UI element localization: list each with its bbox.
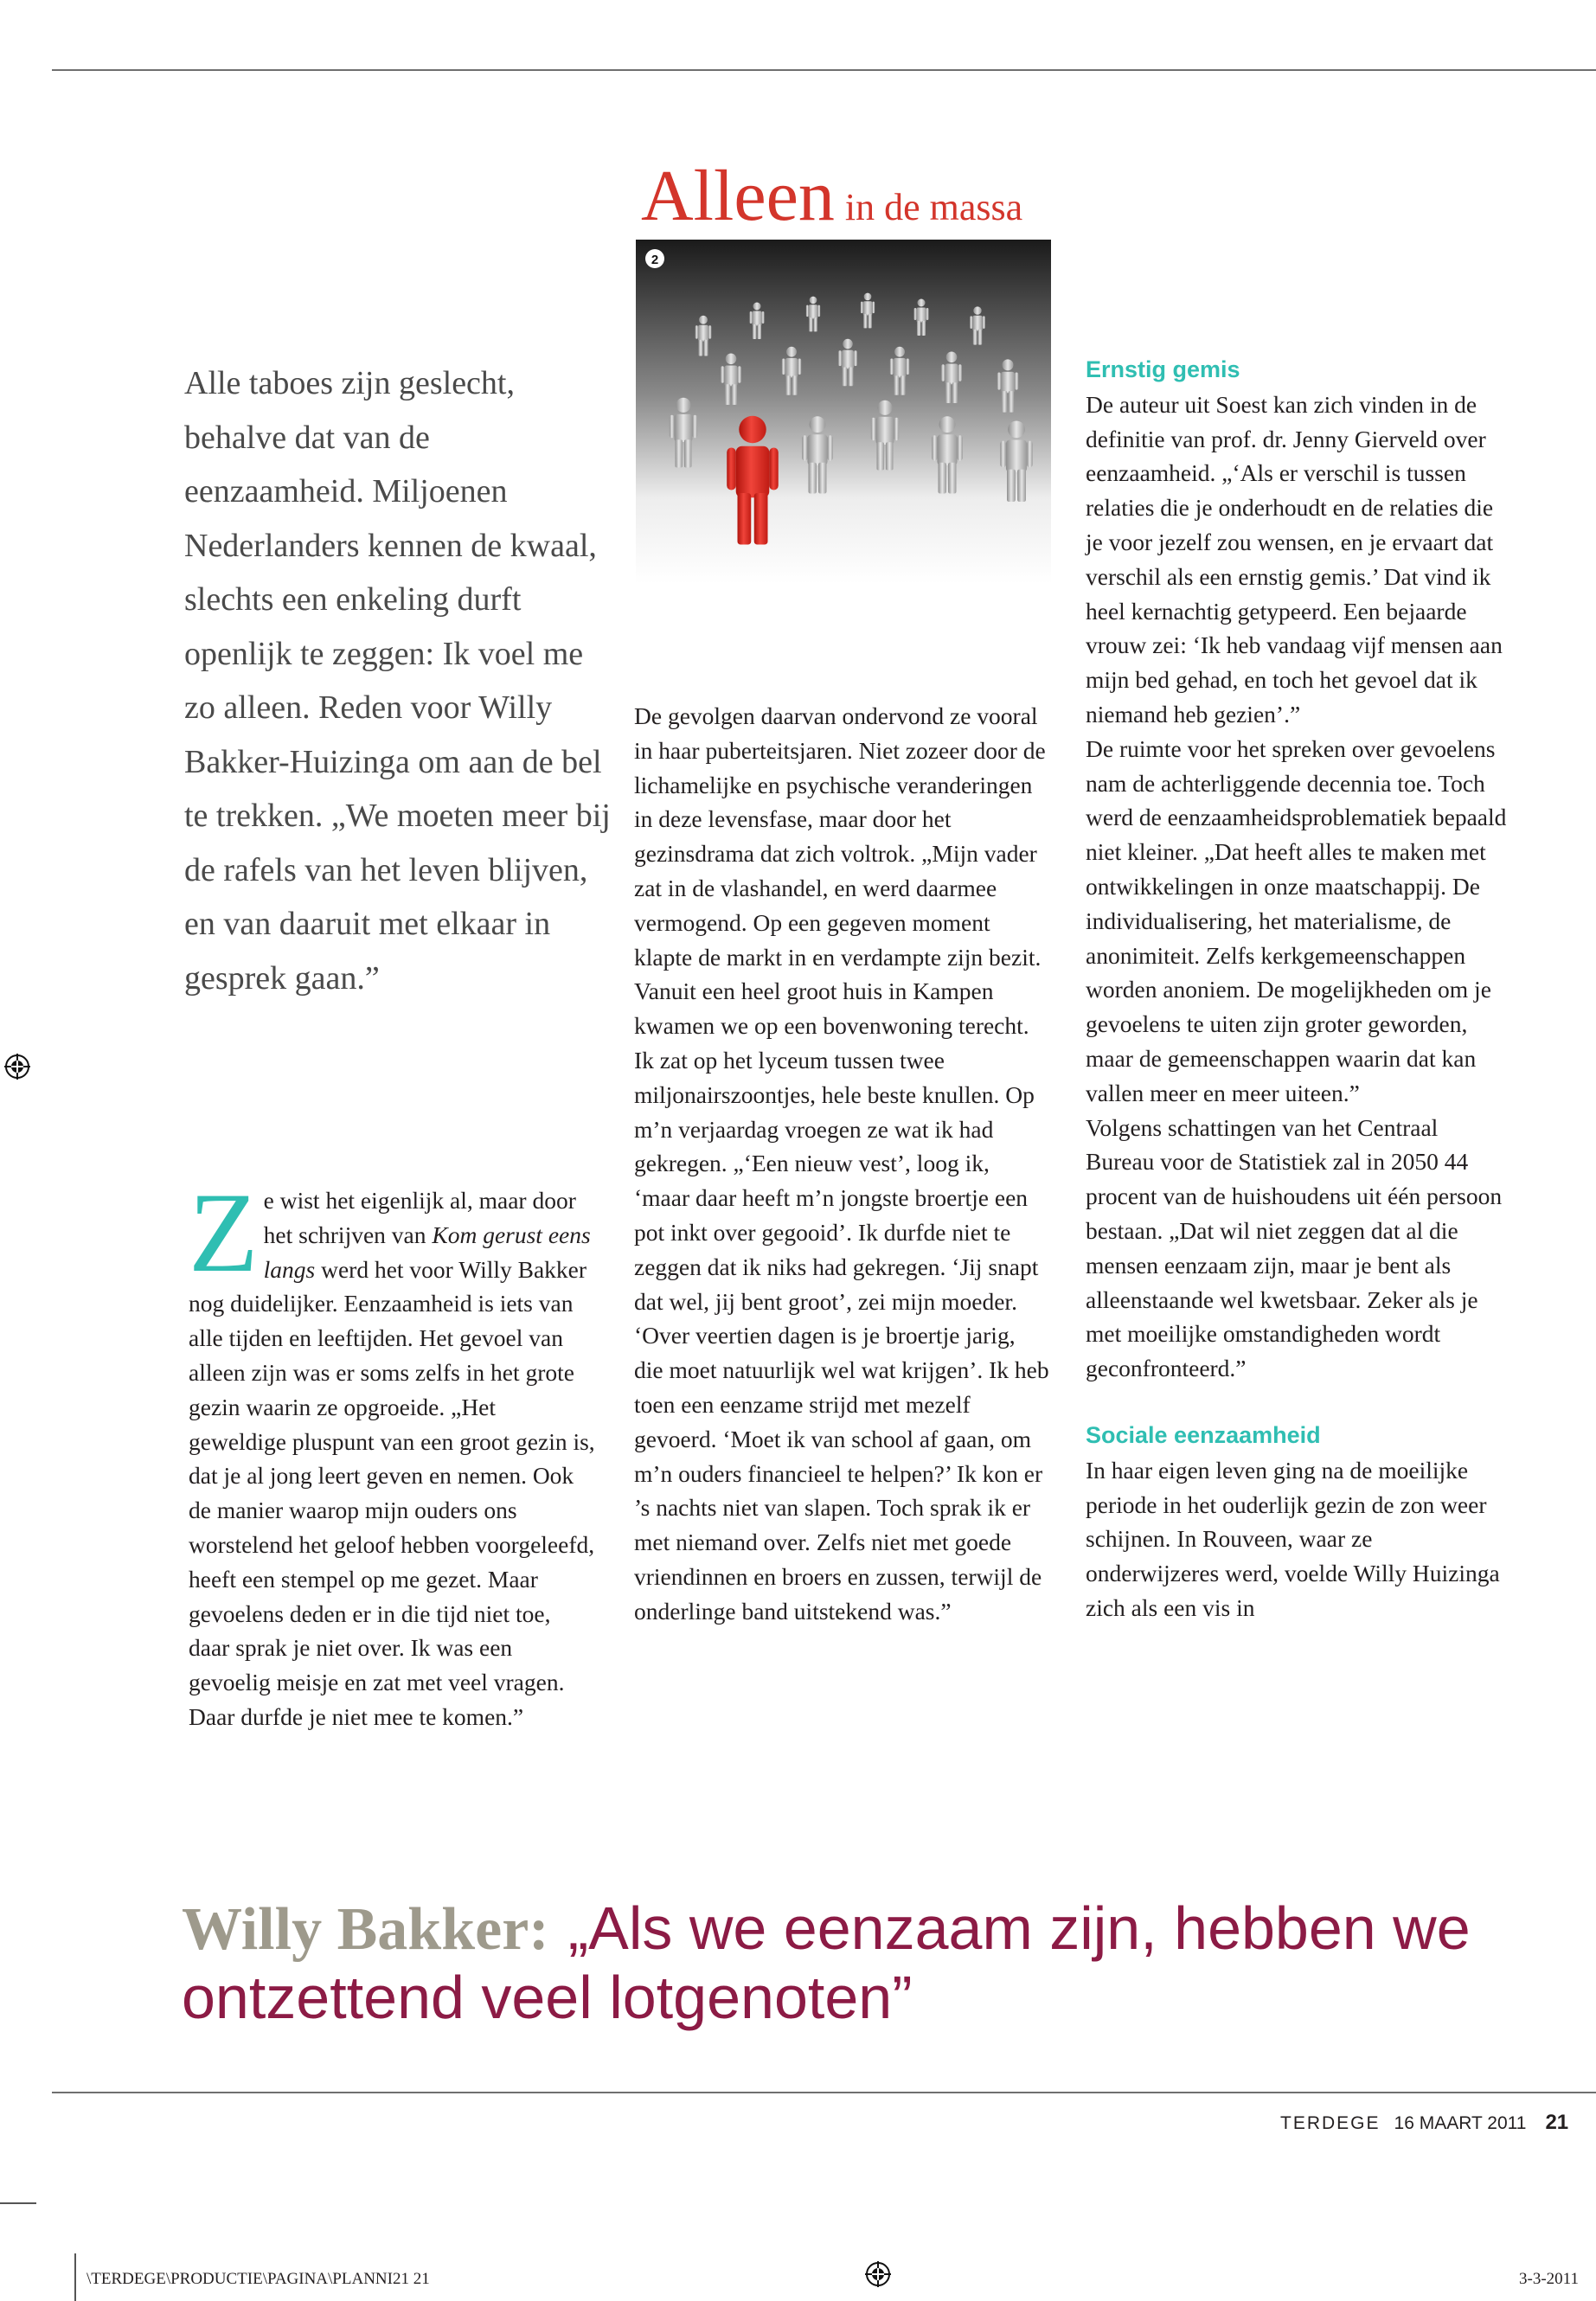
top-rule: [52, 69, 1596, 71]
paragraph: De auteur uit Soest kan zich vinden in de definitie van prof. dr. Jenny Gierveld over eenzaamheid. „‘Als er verschil is tussen relaties die je onderhoudt en de relaties die je voor jezelf zou wensen, en je ervaart dat verschil als een ernstig gemis.’ Dat vind ik heel kernachtig getypeerd. Een bejaarde vrouw zei: ‘Ik heb vandaag vijf mensen aan mijn bed gehad, en toch het gevoel dat ik niemand heb gezien’.”: [1086, 390, 1503, 727]
body-column-3: [1086, 353, 1509, 1625]
body-column-2: [634, 699, 1049, 1629]
intro-text: [184, 356, 617, 1005]
series-title: [641, 156, 1023, 236]
opening-rest: werd het voor Willy Bakker nog duidelijker. Eenzaamheid is iets van alle tijden en leeftijden. Het gevoel van alleen zijn was er soms zelfs in het grote gezin waarin ze opgroeide. „Het geweldige pluspunt van een groot gezin is, dat je al jong leert geven en nemen. Ook de manier waarop mijn ouders ons worstelend het geloof hebben voorgeleefd, heeft een stempel op me gezet. Maar gevoelens deden er in die tijd niet toe, daar sprak je niet over. Ik was een gevoelig meisje en zat met veel vragen. Daar durfde je niet mee te komen.”: [189, 1255, 595, 1730]
subhead-sociale-eenzaamheid: Sociale eenzaamheid: [1086, 1421, 1321, 1448]
paragraph: In haar eigen leven ging na de moeilijke periode in het ouderlijk gezin de zon weer schijnen. In Rouveen, waar ze onderwijzeres werd, voelde Willy Huizinga zich als een vis in: [1086, 1456, 1500, 1621]
series-title-large: Alleen: [641, 156, 835, 236]
registration-mark-icon: [865, 2261, 891, 2287]
pull-quote: [182, 1894, 1583, 2031]
body-column-1: [189, 1169, 595, 1734]
subhead-ernstig-gemis: Ernstig gemis: [1086, 356, 1240, 382]
book-title: Kom gerust eens langs: [263, 1221, 591, 1283]
paragraph: De ruimte voor het spreken over gevoelens nam de achterliggende decennia toe. Toch werd de eenzaamheidsproblematiek bepaald niet kleiner. „Dat heeft alles te maken met ontwikkelingen in onze maatschappij. De individualisering, het materialisme, de anonimiteit. Zelfs kerkgemeenschappen worden anoniem. De mogelijkheden om je gevoelens te uiten zijn groter geworden, maar de gemeenschappen waarin dat kan vallen meer en meer uiteen.”: [1086, 734, 1507, 1106]
print-slug-path: \TERDEGE\PRODUCTIE\PAGINA\PLANNI21 21: [87, 2270, 430, 2288]
bottom-rule: [52, 2092, 1596, 2093]
page-number: 21: [1545, 2111, 1569, 2134]
pull-quote-name: Willy Bakker:: [182, 1896, 549, 1963]
registration-mark-icon: [4, 1054, 30, 1080]
issue-date: 16 MAART 2011: [1394, 2113, 1527, 2133]
paragraph: Ik zat op het lyceum tussen twee miljonairszoontjes, hele beste knullen. Op m’n verjaardag vroegen ze wat ik had gekregen. „‘Een nieuw vest’, loog ik, ‘maar daar heeft m’n jongste broertje een pot inkt over gegooid’. Ik durfde niet te zeggen dat ik niks had gekregen. ‘Jij snapt dat wel, jij bent groot’, zei mijn moeder. ‘Over veertien dagen is je broertje jarig, die moet natuurlijk wel wat krijgen’. Ik heb toen een eenzame strijd met mezelf gevoerd. ‘Moet ik van school af gaan, om m’n ouders financieel te helpen?’ Ik kon er ’s nachts niet van slapen. Toch sprak ik er met niemand over. Zelfs niet met goede vriendinnen en broers en zussen, terwijl de onderlinge band uitstekend was.”: [634, 1046, 1049, 1625]
publication-name: TERDEGE: [1280, 2113, 1381, 2133]
pull-quote-text: „Als we eenzaam zijn, hebben we ontzettend veel lotgenoten”: [182, 1894, 1471, 2031]
opening-lead: e wist het eigenlijk al, maar door het schrijven van: [263, 1187, 576, 1248]
trim-mark-vertical: [74, 2253, 76, 2301]
intro-paragraph: Alle taboes zijn geslecht, behalve dat van de eenzaamheid. Miljoenen Nederlanders kennen de kwaal, slechts een enkeling durft openlijk te zeggen: Ik voel me zo alleen. Reden voor Willy Bakker-Huizinga om aan de bel te trekken. „We moeten meer bij de rafels van het leven blijven, en van daaruit met elkaar in gesprek gaan.”: [184, 365, 611, 997]
trim-mark-horizontal: [0, 2202, 36, 2204]
series-header: [636, 156, 1051, 584]
drop-cap: Z: [189, 1169, 259, 1296]
paragraph: De gevolgen daarvan ondervond ze vooral in haar puberteitsjaren. Niet zozeer door de lichamelijke en psychische veranderingen in deze levensfase, maar door het gezinsdrama dat zich voltrok. „Mijn vader zat in de vlashandel, en werd daarmee vermogend. Op een gegeven moment klapte de markt in en verdampte zijn bezit. Vanuit een heel groot huis in Kampen kwamen we op een bovenwoning terecht.: [634, 702, 1046, 1040]
opening-paragraph: [189, 1169, 595, 1734]
crowd-illustration: [636, 240, 1051, 584]
print-slug-date: 3-3-2011: [1519, 2270, 1579, 2288]
paragraph: Volgens schattingen van het Centraal Bureau voor de Statistiek zal in 2050 44 procent van de huishoudens uit één persoon bestaan. „Dat wil niet zeggen dat al die mensen eenzaam zijn, maar je bent als alleenstaande wel kwetsbaar. Zeker als je met moeilijke omstandigheden wordt geconfronteerd.”: [1086, 1113, 1503, 1382]
episode-number: 2: [651, 253, 659, 267]
series-title-small: in de massa: [844, 186, 1023, 228]
page-footer: [1280, 2111, 1596, 2135]
